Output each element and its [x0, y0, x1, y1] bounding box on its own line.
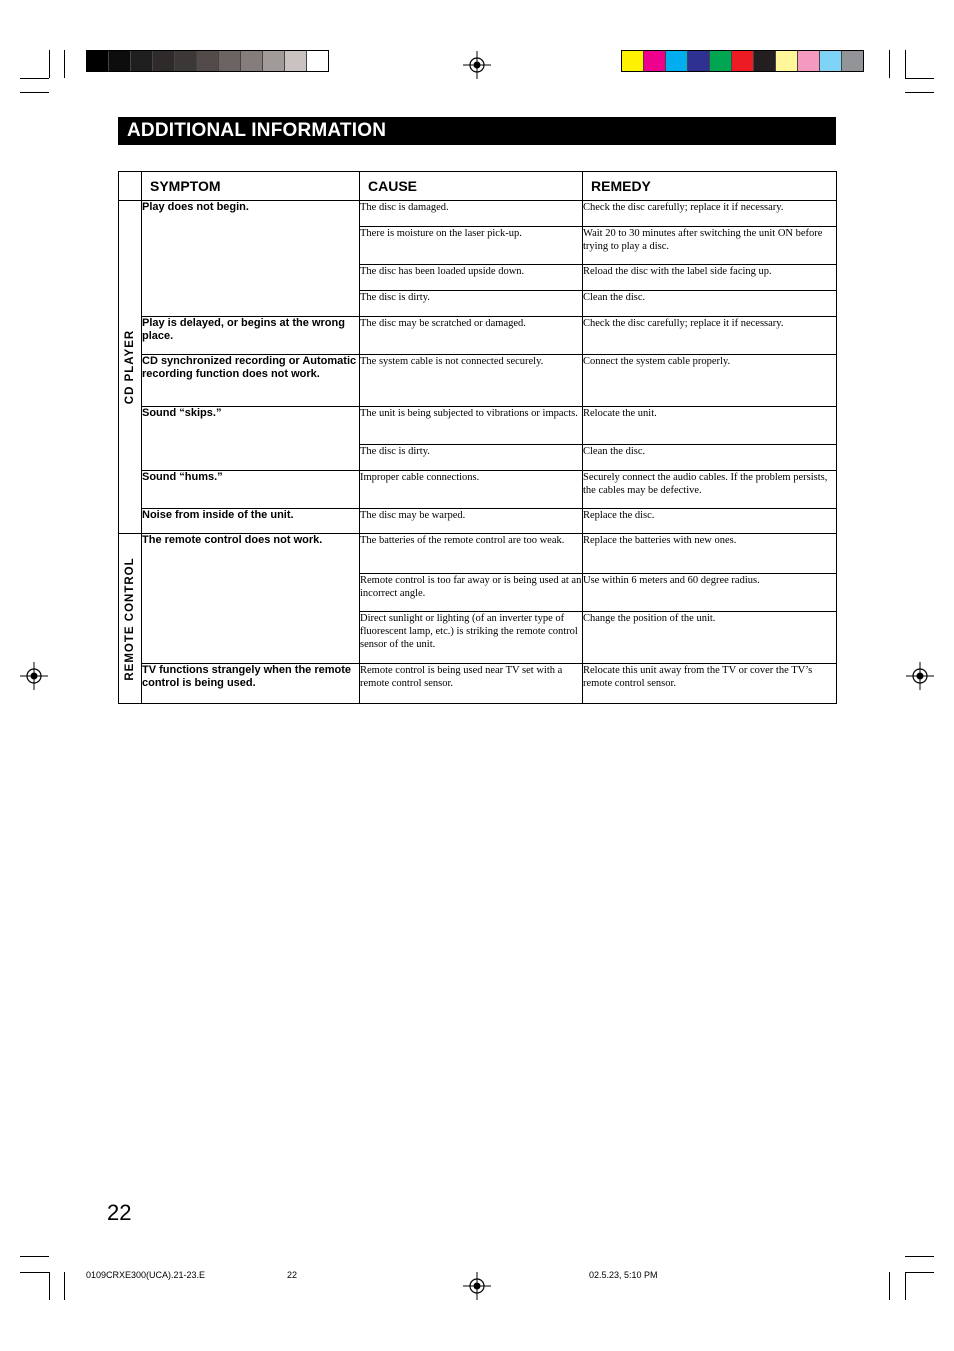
crop-mark: [64, 1272, 65, 1300]
cause-cell: The disc has been loaded upside down.: [360, 265, 583, 291]
crop-mark: [905, 1272, 906, 1300]
remedy-cell: Wait 20 to 30 minutes after switching the unit ON before trying to play a disc.: [583, 227, 837, 265]
table-row: [119, 509, 837, 534]
registration-mark-icon: [463, 1272, 491, 1300]
symptom-cell: TV functions strangely when the remote control is being used.: [142, 664, 360, 704]
page-number: 22: [107, 1200, 132, 1225]
color-swatch: [666, 51, 688, 71]
grayscale-calibration-bar: [86, 50, 329, 72]
remedy-cell: Check the disc carefully; replace it if necessary.: [583, 317, 837, 355]
remedy-cell: Clean the disc.: [583, 291, 837, 317]
remedy-cell: Use within 6 meters and 60 degree radius.: [583, 574, 837, 612]
cause-header: CAUSE: [360, 172, 583, 201]
table-row: [119, 534, 837, 574]
cause-cell: The system cable is not connected securely.: [360, 355, 583, 407]
cause-cell: Direct sunlight or lighting (of an inverter type of fluorescent lamp, etc.) is striking the remote control sensor of the unit.: [360, 612, 583, 664]
cause-cell: Remote control is too far away or is being used at an incorrect angle.: [360, 574, 583, 612]
remedy-cell: Connect the system cable properly.: [583, 355, 837, 407]
crop-mark: [889, 50, 890, 78]
symptom-cell: CD synchronized recording or Automatic recording function does not work.: [142, 355, 360, 407]
color-swatch: [710, 51, 732, 71]
category-header-cell: [119, 172, 142, 201]
color-swatch: [820, 51, 842, 71]
category-remote-control: [119, 534, 142, 704]
remedy-cell: Change the position of the unit.: [583, 612, 837, 664]
symptom-cell: Play is delayed, or begins at the wrong place.: [142, 317, 360, 355]
remedy-cell: Reload the disc with the label side facing up.: [583, 265, 837, 291]
remedy-cell: Relocate this unit away from the TV or cover the TV’s remote control sensor.: [583, 664, 837, 704]
remedy-cell: Replace the batteries with new ones.: [583, 534, 837, 574]
crop-mark: [905, 92, 934, 93]
table-header-row: [119, 172, 837, 201]
crop-mark: [20, 92, 49, 93]
cause-cell: Improper cable connections.: [360, 471, 583, 509]
crop-mark: [49, 50, 50, 78]
table-row: [119, 201, 837, 227]
table-row: [119, 664, 837, 704]
color-swatch: [798, 51, 820, 71]
cause-cell: The disc is dirty.: [360, 445, 583, 471]
remedy-cell: Relocate the unit.: [583, 407, 837, 445]
color-swatch: [109, 51, 131, 71]
cause-cell: The disc is dirty.: [360, 291, 583, 317]
color-swatch: [754, 51, 776, 71]
cause-cell: The unit is being subjected to vibrations or impacts.: [360, 407, 583, 445]
color-swatch: [842, 51, 863, 71]
color-swatch: [644, 51, 666, 71]
crop-mark: [905, 1256, 934, 1257]
color-swatch: [153, 51, 175, 71]
crop-mark: [905, 78, 934, 79]
cause-cell: The disc is damaged.: [360, 201, 583, 227]
registration-mark-icon: [20, 662, 48, 690]
color-swatch: [197, 51, 219, 71]
color-swatch: [285, 51, 307, 71]
color-swatch: [622, 51, 644, 71]
crop-mark: [20, 1272, 49, 1273]
symptom-cell: Noise from inside of the unit.: [142, 509, 360, 534]
footer-datetime: 02.5.23, 5:10 PM: [589, 1270, 658, 1280]
cause-cell: There is moisture on the laser pick-up.: [360, 227, 583, 265]
footer-page: 22: [287, 1270, 298, 1280]
table-row: [119, 407, 837, 445]
remedy-header: REMEDY: [583, 172, 837, 201]
cause-cell: The disc may be warped.: [360, 509, 583, 534]
color-swatch: [241, 51, 263, 71]
registration-mark-icon: [463, 51, 491, 79]
symptom-cell: Sound “skips.”: [142, 407, 360, 471]
symptom-cell: Sound “hums.”: [142, 471, 360, 509]
footer-file-name: 0109CRXE300(UCA).21-23.E: [86, 1270, 206, 1280]
symptom-cell: Play does not begin.: [142, 201, 360, 317]
cause-cell: Remote control is being used near TV set with a remote control sensor.: [360, 664, 583, 704]
color-swatch: [307, 51, 328, 71]
color-swatch: [263, 51, 285, 71]
cause-cell: The disc may be scratched or damaged.: [360, 317, 583, 355]
remedy-cell: Securely connect the audio cables. If the problem persists, the cables may be defective.: [583, 471, 837, 509]
symptom-header: SYMPTOM: [142, 172, 360, 201]
cause-cell: The batteries of the remote control are too weak.: [360, 534, 583, 574]
crop-mark: [905, 50, 906, 78]
category-label: REMOTE CONTROL: [124, 556, 136, 681]
registration-mark-icon: [906, 662, 934, 690]
remedy-cell: Clean the disc.: [583, 445, 837, 471]
table-row: [119, 471, 837, 509]
color-swatch: [131, 51, 153, 71]
crop-mark: [20, 78, 49, 79]
crop-mark: [20, 1256, 49, 1257]
crop-mark: [49, 1272, 50, 1300]
color-calibration-bar: [621, 50, 864, 72]
color-swatch: [732, 51, 754, 71]
crop-mark: [64, 50, 65, 78]
table-row: [119, 317, 837, 355]
section-title-banner: ADDITIONAL INFORMATION: [118, 117, 836, 145]
color-swatch: [688, 51, 710, 71]
color-swatch: [219, 51, 241, 71]
table-row: [119, 355, 837, 407]
symptom-cell: The remote control does not work.: [142, 534, 360, 664]
category-label: CD PLAYER: [124, 329, 136, 405]
category-cd-player: [119, 201, 142, 534]
troubleshooting-table: [118, 171, 837, 704]
color-swatch: [175, 51, 197, 71]
color-swatch: [87, 51, 109, 71]
crop-mark: [889, 1272, 890, 1300]
color-swatch: [776, 51, 798, 71]
remedy-cell: Replace the disc.: [583, 509, 837, 534]
remedy-cell: Check the disc carefully; replace it if necessary.: [583, 201, 837, 227]
crop-mark: [905, 1272, 934, 1273]
